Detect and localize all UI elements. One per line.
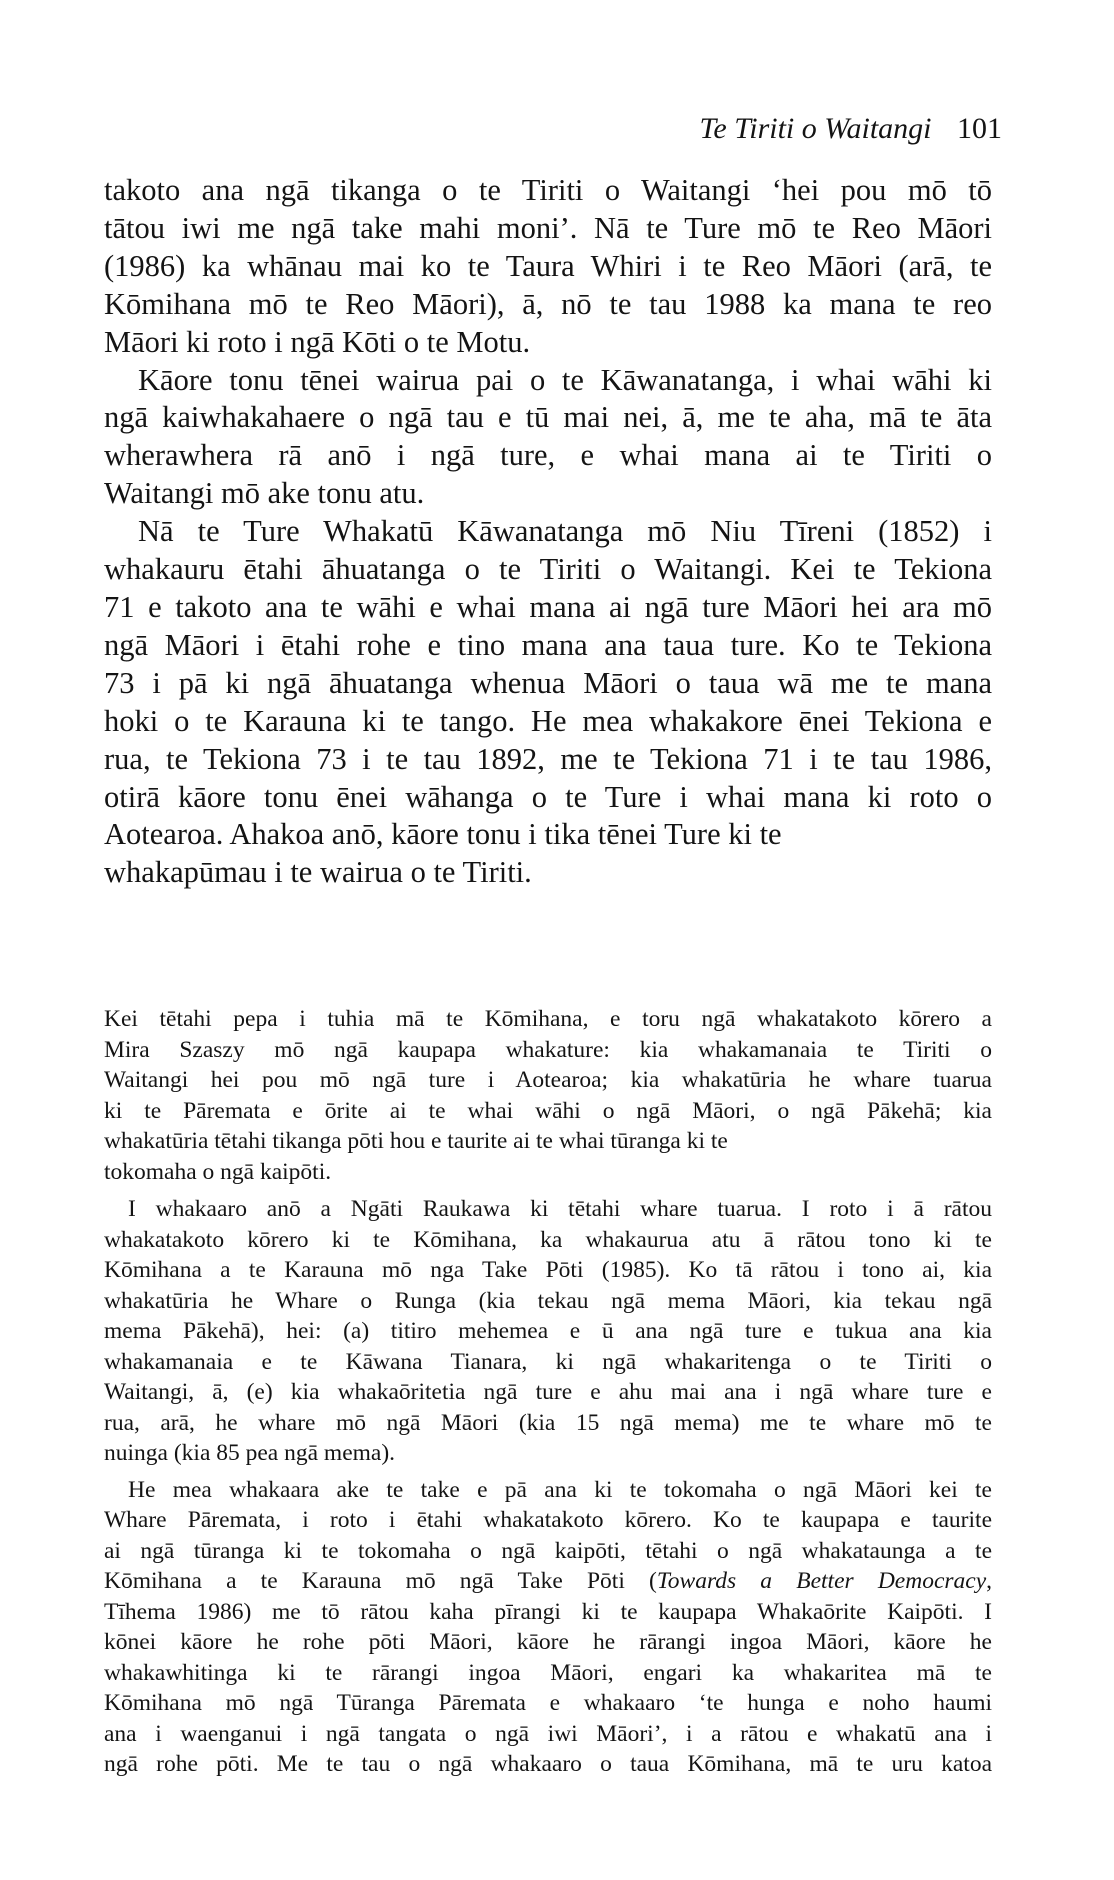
text-line: whakawhitinga ki te rārangi ingoa Māori, engari ka whakaritea mā te: [104, 1659, 992, 1686]
text-line: nuinga (kia 85 pea ngā mema).: [104, 1440, 396, 1466]
text-line: tātou iwi me ngā take mahi moni’. Nā te Ture mō te Reo Māori: [104, 210, 992, 245]
text-line: (1986) ka whānau mai ko te Taura Whiri i te Reo Māori (arā, te: [104, 248, 992, 283]
text-line: ana i waenganui i ngā tangata o ngā iwi Māori’, i a rātou e whakatū ana i: [104, 1720, 992, 1747]
text-line: tokomaha o ngā kaipōti.: [104, 1158, 332, 1185]
running-head: [699, 112, 1002, 146]
extract-text: [104, 1004, 992, 1780]
text-line: whakatūria he Whare o Runga (kia tekau ngā mema Māori, kia tekau ngā: [104, 1287, 992, 1314]
page-number: 101: [957, 112, 1002, 145]
text-line: Aotearoa. Ahakoa anō, kāore tonu i tika tēnei Ture ki te: [104, 817, 782, 852]
text-line: Whare Pāremata, i roto i ētahi whakatakoto kōrero. Ko te kaupapa e taurite: [104, 1507, 992, 1533]
text-line: rua, arā, he whare mō ngā Māori (kia 15 ngā mema) me te whare mō te: [104, 1409, 992, 1436]
paragraph: [104, 172, 992, 362]
text-line: Kōmihana mō te Reo Māori), ā, nō te tau 1988 ka mana te reo: [104, 286, 992, 321]
text-line: Kei tētahi pepa i tuhia mā te Kōmihana, e toru ngā whakatakoto kōrero a: [104, 1006, 992, 1032]
text-line: I whakaaro anō a Ngāti Raukawa ki tētahi whare tuarua. I roto i ā rātou: [128, 1196, 992, 1222]
text-line: Waitangi, ā, (e) kia whakaōritetia ngā ture e ahu mai ana i ngā whare ture e: [104, 1379, 992, 1405]
text-line: ngā kaiwhakahaere o ngā tau e tū mai nei, ā, me te aha, mā te āta: [104, 400, 992, 435]
paragraph: [104, 1194, 992, 1469]
running-head-title: Te Tiriti o Waitangi: [699, 112, 932, 145]
text-line: whakauru ētahi āhuatanga o te Tiriti o Waitangi. Kei te Tekiona: [104, 552, 992, 587]
text-run: ,: [986, 1568, 992, 1594]
text-line: ngā Māori i ētahi rohe e tino mana ana taua ture. Ko te Tekiona: [104, 627, 992, 662]
text-line: rua, te Tekiona 73 i te tau 1892, me te Tekiona 71 i te tau 1986,: [104, 741, 992, 776]
text-line: whakapūmau i te wairua o te Tiriti.: [104, 855, 532, 890]
text-line: ai ngā tūranga ki te tokomaha o ngā kaipōti, tētahi o ngā whakataunga a te: [104, 1537, 992, 1564]
text-line: Tīhema 1986) me tō rātou kaha pīrangi ki te kaupapa Whakaōrite Kaipōti. I: [104, 1598, 992, 1625]
text-line: ngā rohe pōti. Me te tau o ngā whakaaro o taua Kōmihana, mā te uru katoa: [104, 1751, 992, 1777]
text-line: [104, 1566, 992, 1597]
text-line: He mea whakaara ake te take e pā ana ki te tokomaha o ngā Māori kei te: [128, 1476, 992, 1503]
text-line: Kōmihana a te Karauna mō nga Take Pōti (1985). Ko tā rātou i tono ai, kia: [104, 1257, 992, 1283]
text-line: Waitangi mō ake tonu atu.: [104, 476, 425, 511]
text-line: takoto ana ngā tikanga o te Tiriti o Waitangi ‘hei pou mō tō: [104, 173, 992, 207]
text-line: whakamanaia e te Kāwana Tianara, ki ngā whakaritenga o te Tiriti o: [104, 1348, 992, 1375]
text-line: hoki o te Karauna ki te tango. He mea whakakore ēnei Tekiona e: [104, 703, 992, 738]
paragraph: [104, 362, 992, 514]
text-line: whakatakoto kōrero ki te Kōmihana, ka whakaurua atu ā rātou tono ki te: [104, 1226, 992, 1253]
book-title: Towards a Better Democracy: [656, 1568, 987, 1594]
text-line: otirā kāore tonu ēnei wāhanga o te Ture i whai mana ki roto o: [104, 779, 992, 814]
text-line: Māori ki roto i ngā Kōti o te Motu.: [104, 324, 531, 359]
main-text: [104, 172, 992, 892]
text-line: ki te Pāremata e ōrite ai te whai wāhi o ngā Māori, o ngā Pākehā; kia: [104, 1097, 992, 1124]
text-line: whakatūria tētahi tikanga pōti hou e taurite ai te whai tūranga ki te: [104, 1128, 728, 1154]
text-line: wherawhera rā anō i ngā ture, e whai mana ai te Tiriti o: [104, 438, 992, 473]
text-line: 71 e takoto ana te wāhi e whai mana ai ngā ture Māori hei ara mō: [104, 589, 992, 624]
text-line: mema Pākehā), hei: (a) titiro mehemea e ū ana ngā ture e tukua ana kia: [104, 1318, 992, 1344]
text-line: Mira Szaszy mō ngā kaupapa whakature: kia whakamanaia te Tiriti o: [104, 1036, 992, 1063]
text-line: Kōmihana mō ngā Tūranga Pāremata e whakaaro ‘te hunga e noho haumi: [104, 1690, 992, 1716]
text-line: Nā te Ture Whakatū Kāwanatanga mō Niu Tīreni (1852) i: [138, 514, 992, 549]
text-line: 73 i pā ki ngā āhuatanga whenua Māori o taua wā me te mana: [104, 665, 992, 700]
text-line: Kāore tonu tēnei wairua pai o te Kāwanatanga, i whai wāhi ki: [138, 362, 992, 397]
paragraph: [104, 513, 992, 892]
text-line: Waitangi hei pou mō ngā ture i Aotearoa; kia whakatūria he whare tuarua: [104, 1067, 992, 1093]
text-line: kōnei kāore he rohe pōti Māori, kāore he rārangi ingoa Māori, kāore he: [104, 1629, 992, 1655]
paragraph: [104, 1004, 992, 1187]
paragraph: [104, 1475, 992, 1780]
text-run: Kōmihana a te Karauna mō ngā Take Pōti (: [104, 1568, 657, 1594]
